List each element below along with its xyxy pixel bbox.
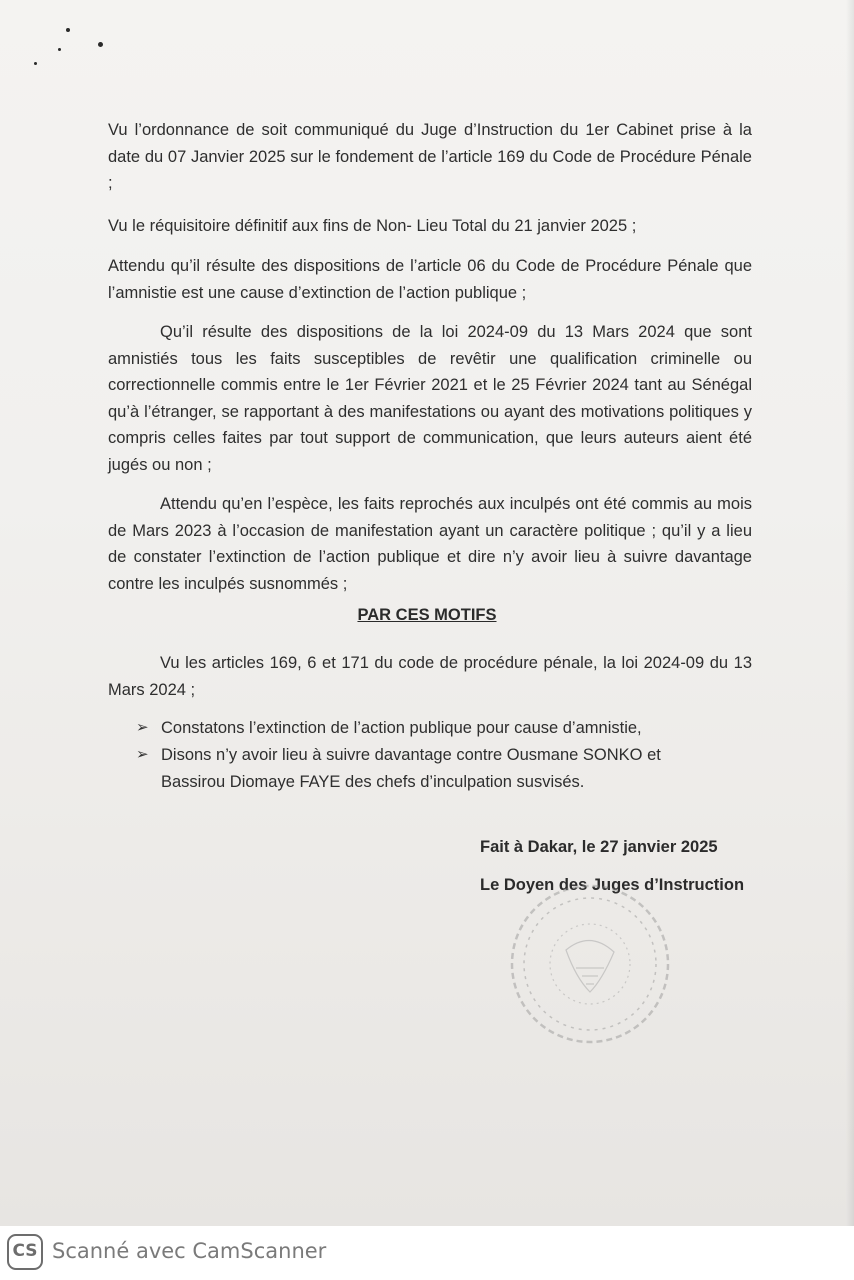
bullet-text: Disons n’y avoir lieu à suivre davantage contre Ousmane SONKO et Bassirou Diomaye FAYE des chefs d’inculpation susvisés.: [161, 746, 661, 791]
signature-place-date: Fait à Dakar, le 27 janvier 2025: [480, 838, 718, 856]
paragraph-attendu-amnistie: Attendu qu’il résulte des dispositions de l’article 06 du Code de Procédure Pénale que l’amnistie est une cause d’extinction de l’action publique ;: [108, 257, 752, 302]
scan-speck: [58, 48, 61, 51]
bullet-text: Constatons l’extinction de l’action publique pour cause d’amnistie,: [161, 719, 642, 737]
paragraph-vu-articles: Vu les articles 169, 6 et 171 du code de procédure pénale, la loi 2024-09 du 13 Mars 2024 ;: [108, 654, 752, 699]
arrow-bullet-icon: ➢: [136, 746, 149, 763]
camscanner-caption: Scanné avec CamScanner: [52, 1239, 327, 1263]
bullet-item: [136, 715, 756, 742]
paragraph-requisitoire: Vu le réquisitoire définitif aux fins de Non- Lieu Total du 21 janvier 2025 ;: [108, 217, 637, 235]
scan-speck: [34, 62, 37, 65]
official-stamp: [506, 880, 674, 1048]
scan-speck: [66, 28, 70, 32]
paragraph-attendu-espece: Attendu qu’en l’espèce, les faits reprochés aux inculpés ont été commis au mois de Mars 2023 à l’occasion de manifestation ayant un caractère politique ; qu’il y a lieu de constater l’extinction de l’action publique et dire n’y avoir lieu à suivre davantage contre les inculpés susnommés ;: [108, 495, 752, 593]
bullet-item: [136, 742, 756, 795]
camscanner-logo-icon: CS: [7, 1234, 43, 1270]
signature-title: Le Doyen des Juges d’Instruction: [480, 876, 745, 894]
paragraph-ordonnance: Vu l’ordonnance de soit communiqué du Juge d’Instruction du 1er Cabinet prise à la date du 07 Janvier 2025 sur le fondement de l’article 169 du Code de Procédure Pénale ;: [108, 121, 752, 192]
section-heading: PAR CES MOTIFS: [357, 606, 497, 624]
arrow-bullet-icon: ➢: [136, 719, 149, 736]
scan-speck: [98, 42, 103, 47]
camscanner-footer: [0, 1226, 854, 1280]
paragraph-loi-2024-09: Qu’il résulte des dispositions de la loi 2024-09 du 13 Mars 2024 que sont amnistiés tous les faits susceptibles de revêtir une qualification criminelle ou correctionnelle commis entre le 1er Février 2021 et le 25 Février 2024 tant au Sénégal qu’à l’étranger, se rapportant à des manifestations ou ayant des motivations politiques y compris celles faites par tout support de communication, que leurs auteurs aient été jugés ou non ;: [108, 323, 752, 474]
